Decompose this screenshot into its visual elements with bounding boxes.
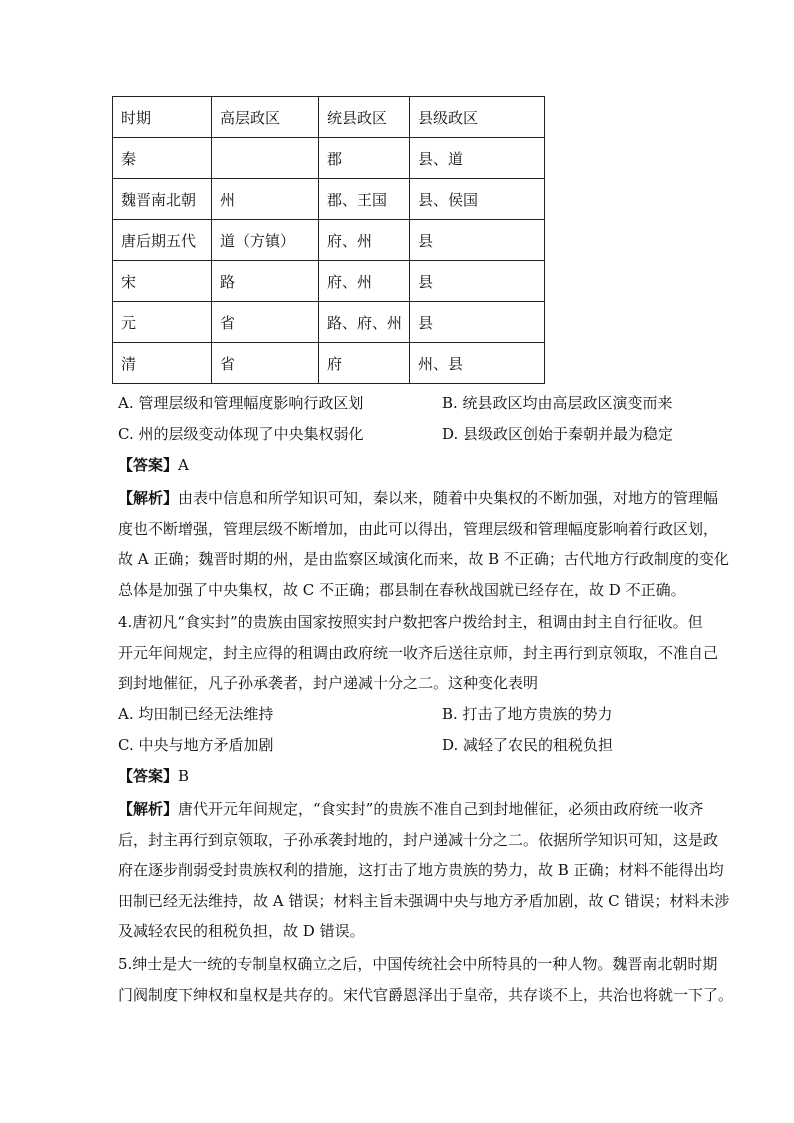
- q3-option-b: B. 统县政区均由高层政区演变而来: [442, 394, 673, 412]
- table-cell: 府、州: [319, 261, 410, 302]
- table-cell: 州: [212, 179, 319, 220]
- stem-line: 门阀制度下绅权和皇权是共存的。宋代官爵恩泽出于皇帝，共存谈不上，共治也将就一下了。: [118, 985, 734, 1004]
- table-row: [113, 343, 545, 384]
- table-cell: 元: [113, 302, 212, 343]
- analysis-line: 府在逐步削弱受封贵族权利的措施，这打击了地方贵族的势力，故 B 正确；材料不能得出均: [118, 861, 724, 880]
- q3-analysis: [118, 483, 729, 605]
- stem-line: 4.唐初凡“食实封”的贵族由国家按照实封户数把客户拨给封主，租调由封主自行征收。但: [118, 613, 703, 631]
- q4-analysis: [118, 794, 730, 947]
- table-cell: 县: [410, 302, 545, 343]
- stem-line: 开元年间规定，封主应得的租调由政府统一收齐后送往京师，封主再行到京领取，不准自己: [118, 643, 719, 662]
- q4-option-b: B. 打击了地方贵族的势力: [442, 705, 613, 723]
- q3-option-d: D. 县级政区创始于秦朝并最为稳定: [442, 425, 674, 443]
- table-row: [113, 302, 545, 343]
- table-cell: 省: [212, 343, 319, 384]
- header-cell: 时期: [113, 97, 212, 138]
- q3-option-a: A. 管理层级和管理幅度影响行政区划: [118, 394, 364, 412]
- q4-stem: [118, 607, 719, 699]
- table-cell: 魏晋南北朝: [113, 179, 212, 220]
- admin-regions-table: [112, 96, 545, 384]
- table-cell: 唐后期五代: [113, 220, 212, 261]
- q3-answer: [118, 455, 189, 475]
- table-cell: 县: [410, 220, 545, 261]
- q3-option-c: C. 州的层级变动体现了中央集权弱化: [118, 425, 364, 443]
- table-cell: [212, 138, 319, 179]
- table-cell: 县、道: [410, 138, 545, 179]
- table-cell: 县: [410, 261, 545, 302]
- header-cell: 县级政区: [410, 97, 545, 138]
- q4-option-a: A. 均田制已经无法维持: [118, 705, 274, 723]
- analysis-line: 总体是加强了中央集权，故 C 不正确；郡县制在春秋战国就已经存在，故 D 不正确。: [118, 580, 686, 599]
- table-cell: 宋: [113, 261, 212, 302]
- stem-line: 到封地催征，凡子孙承袭者，封户递减十分之二。这种变化表明: [118, 674, 539, 693]
- table-cell: 府: [319, 343, 410, 384]
- q5-stem: [118, 949, 734, 1010]
- table-cell: 清: [113, 343, 212, 384]
- analysis-line: 后，封主再行到京领取，子孙承袭封地的，封户递减十分之二。依据所学知识可知，这是政: [118, 830, 719, 849]
- analysis-line: 及减轻农民的租税负担，故 D 错误。: [118, 922, 365, 941]
- table-row: [113, 138, 545, 179]
- table-row: [113, 261, 545, 302]
- analysis-line: 度也不断增强，管理层级不断增加，由此可以得出，管理层级和管理幅度影响着行政区划，: [118, 519, 719, 538]
- analysis-line: 【解析】由表中信息和所学知识可知，秦以来，随着中央集权的不断加强，对地方的管理幅: [118, 489, 719, 507]
- analysis-line: 田制已经无法维持，故 A 错误；材料主旨未强调中央与地方矛盾加剧，故 C 错误；材料未涉: [118, 891, 730, 910]
- table-header-row: [113, 97, 545, 138]
- q4-option-d: D. 减轻了农民的租税负担: [442, 736, 614, 754]
- answer-label: 【答案】: [118, 767, 179, 785]
- analysis-line: 故 A 正确；魏晋时期的州，是由监察区域演化而来，故 B 不正确；古代地方行政制度的变化: [118, 550, 729, 569]
- table-cell: 路、府、州: [319, 302, 410, 343]
- table-cell: 府、州: [319, 220, 410, 261]
- q4-answer: [118, 766, 189, 786]
- table-cell: 路: [212, 261, 319, 302]
- header-cell: 高层政区: [212, 97, 319, 138]
- table-cell: 省: [212, 302, 319, 343]
- table-cell: 郡、王国: [319, 179, 410, 220]
- answer-label: 【答案】: [118, 456, 179, 474]
- answer-value: B: [178, 767, 190, 785]
- table-cell: 县、侯国: [410, 179, 545, 220]
- table-cell: 秦: [113, 138, 212, 179]
- table-cell: 郡: [319, 138, 410, 179]
- table-row: [113, 220, 545, 261]
- stem-line: 5.绅士是大一统的专制皇权确立之后，中国传统社会中所特具的一种人物。魏晋南北朝时期: [118, 955, 718, 973]
- table-row: [113, 179, 545, 220]
- q4-option-c: C. 中央与地方矛盾加剧: [118, 736, 274, 754]
- analysis-line: 【解析】唐代开元年间规定，“食实封”的贵族不准自己到封地催征，必须由政府统一收齐: [118, 800, 704, 818]
- answer-value: A: [178, 456, 189, 474]
- table-cell: 道（方镇）: [212, 220, 319, 261]
- header-cell: 统县政区: [319, 97, 410, 138]
- analysis-label: 【解析】: [118, 489, 179, 507]
- analysis-label: 【解析】: [118, 800, 179, 818]
- table-cell: 州、县: [410, 343, 545, 384]
